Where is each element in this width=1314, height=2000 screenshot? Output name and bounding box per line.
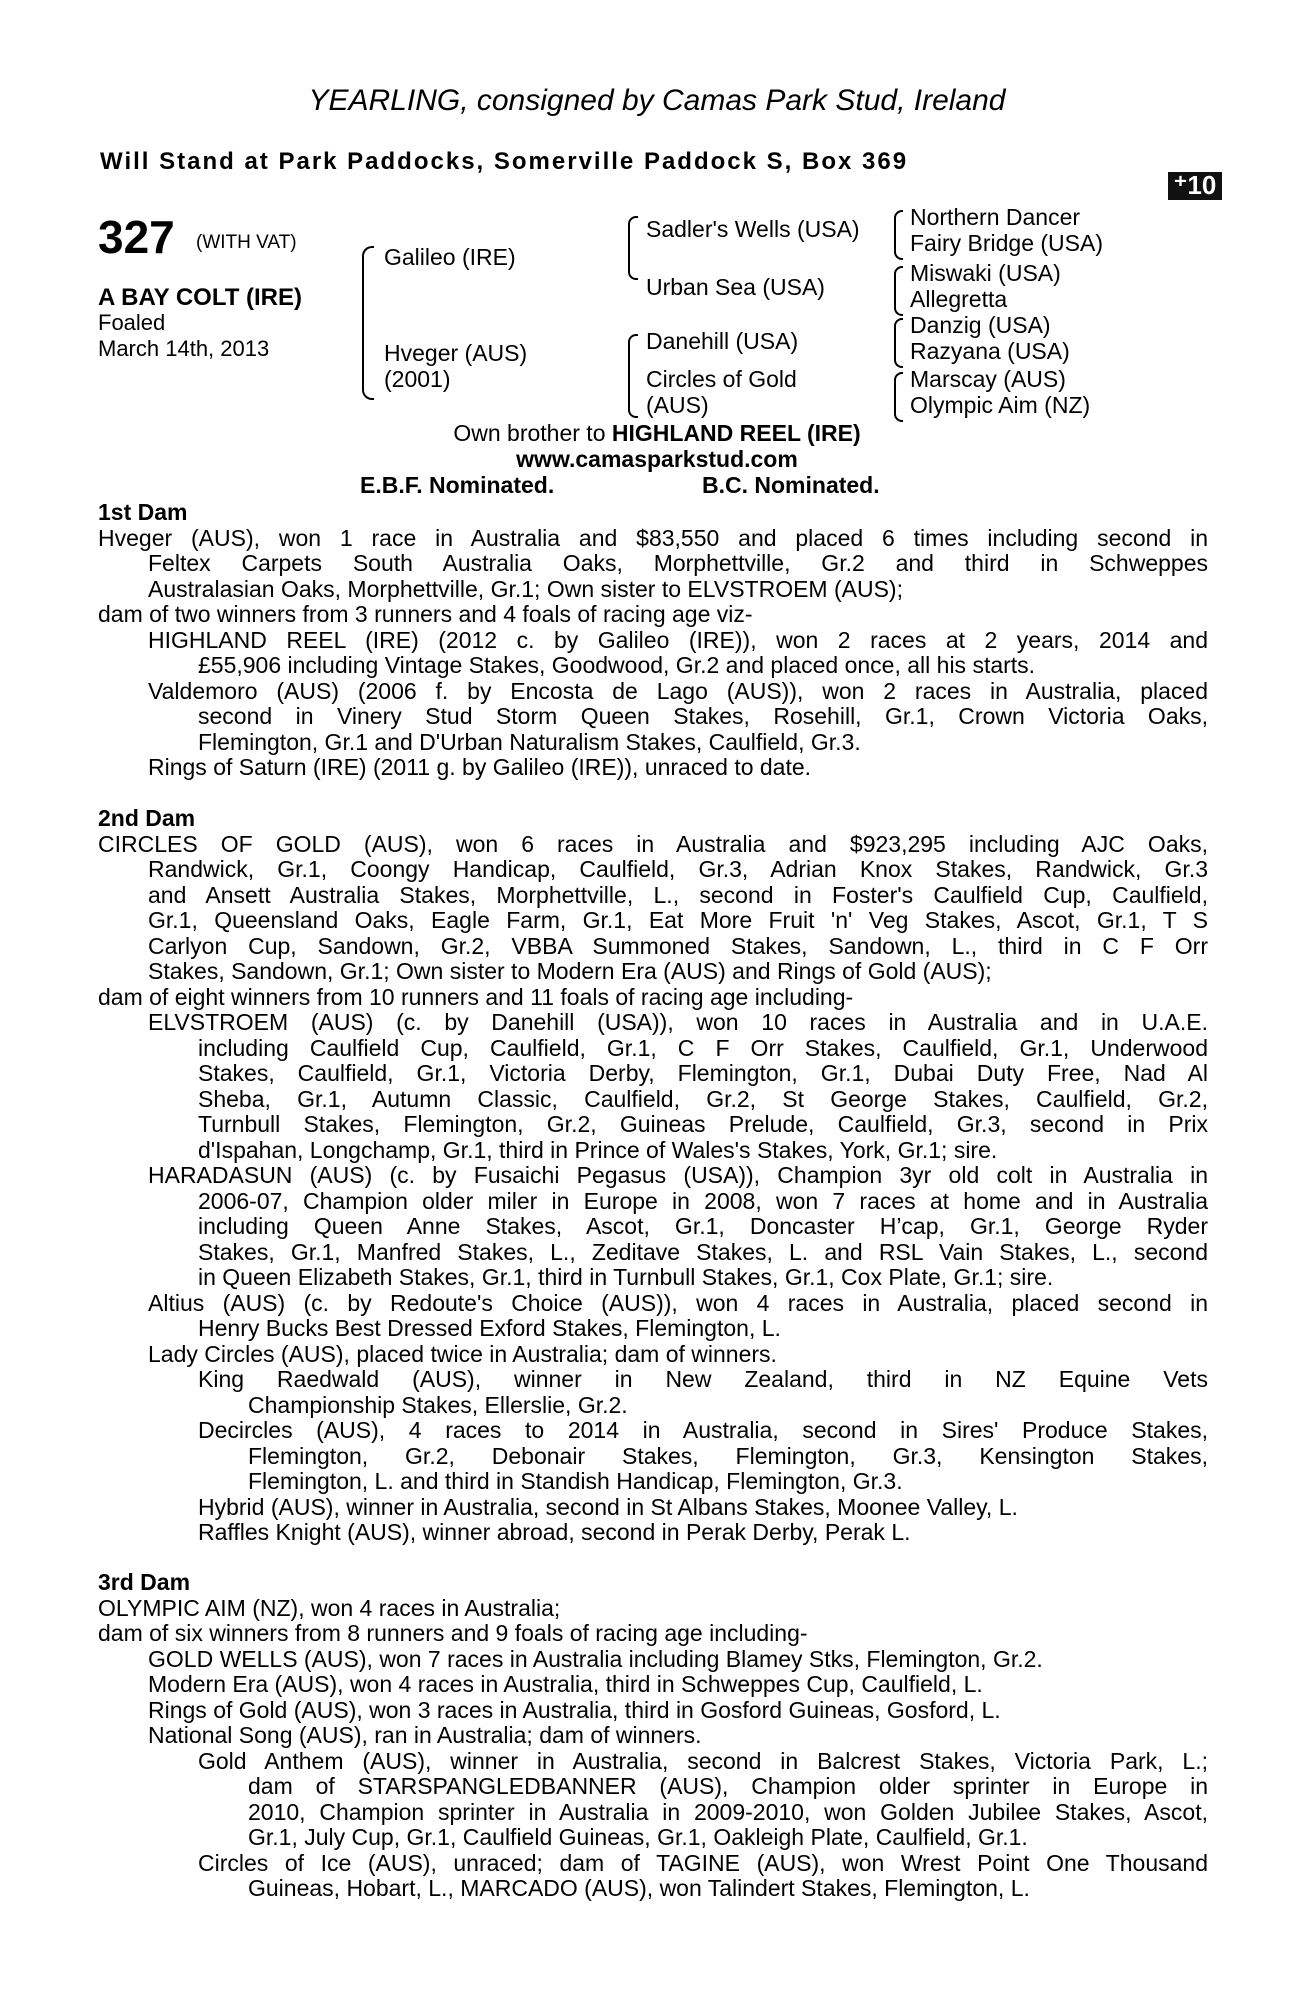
text-line: Championship Stakes, Ellerslie, Gr.2. xyxy=(248,1391,628,1418)
text-line: 2010, Champion sprinter in Australia in 2009-2010, won Golden Jubilee Stakes, Ascot, xyxy=(248,1798,1208,1825)
text-line: King Raedwald (AUS), winner in New Zealand, third in NZ Equine Vets xyxy=(198,1366,1208,1392)
vat-note: (WITH VAT) xyxy=(196,232,297,253)
text-line: Flemington, Gr.2, Debonair Stakes, Flemington, Gr.3, Kensington Stakes, xyxy=(248,1442,1208,1469)
dam-dam-country: (AUS) xyxy=(646,392,709,418)
text-line: second in Vinery Stud Storm Queen Stakes, Rosehill, Gr.1, Crown Victoria Oaks, xyxy=(198,703,1208,729)
text-line: Guineas, Hobart, L., MARCADO (AUS), won Talindert Stakes, Flemington, L. xyxy=(248,1875,1030,1901)
text-line: Gold Anthem (AUS), winner in Australia, second in Balcrest Stakes, Victoria Park, L.; xyxy=(198,1747,1208,1774)
sire: Galileo (IRE) xyxy=(384,244,516,270)
pedigree-brace xyxy=(628,334,638,418)
text-line: Stakes, Gr.1, Manfred Stakes, L., Zeditave Stakes, L. and RSL Vain Stakes, L., second xyxy=(198,1238,1208,1265)
grandsire-8: Olympic Aim (NZ) xyxy=(910,392,1091,418)
text-line: ELVSTROEM (AUS) (c. by Danehill (USA)), won 10 races in Australia and in U.A.E. xyxy=(148,1009,1208,1035)
text-line: GOLD WELLS (AUS), won 7 races in Australia including Blamey Stks, Flemington, Gr.2. xyxy=(148,1645,1043,1672)
ebf-note: E.B.F. Nominated. xyxy=(360,472,555,498)
text-line: dam of STARSPANGLEDBANNER (AUS), Champion older sprinter in Europe in xyxy=(248,1773,1208,1799)
text-line: Rings of Gold (AUS), won 3 races in Australia, third in Gosford Guineas, Gosford, L. xyxy=(148,1696,1001,1723)
lot-badge-label: ⁺10 xyxy=(1173,170,1217,200)
text-line: Modern Era (AUS), won 4 races in Australia, third in Schweppes Cup, Caulfield, L. xyxy=(148,1671,983,1697)
text-line: Hveger (AUS), won 1 race in Australia and $83,550 and placed 6 times including second in xyxy=(98,524,1208,551)
text-line: Henry Bucks Best Dressed Exford Stakes, Flemington, L. xyxy=(198,1315,781,1341)
pedigree-brace xyxy=(628,216,638,280)
text-line: 2006-07, Champion older miler in Europe in 2008, won 7 races at home and in Australia xyxy=(198,1187,1208,1214)
text-line: National Song (AUS), ran in Australia; dam of winners. xyxy=(148,1722,702,1748)
text-line: Australasian Oaks, Morphettville, Gr.1; Own sister to ELVSTROEM (AUS); xyxy=(148,575,903,602)
text-line: d'Ispahan, Longchamp, Gr.1, third in Prince of Wales's Stakes, York, Gr.1; sire. xyxy=(198,1136,998,1163)
text-line: OLYMPIC AIM (NZ), won 4 races in Australia; xyxy=(98,1594,561,1621)
grandsire-7: Marscay (AUS) xyxy=(910,366,1066,392)
text-line: dam of two winners from 3 runners and 4 foals of racing age viz- xyxy=(98,601,753,627)
text-line: Valdemoro (AUS) (2006 f. by Encosta de Lago (AUS)), won 2 races in Australia, placed xyxy=(148,677,1208,704)
stand-location: Will Stand at Park Paddocks, Somerville Paddock S, Box 369 xyxy=(100,148,909,175)
text-line: including Caulfield Cup, Caulfield, Gr.1, C F Orr Stakes, Caulfield, Gr.1, Underwood xyxy=(198,1034,1208,1061)
dam: Hveger (AUS) xyxy=(384,340,528,366)
dam-dam: Circles of Gold xyxy=(646,366,797,392)
pedigree-brace xyxy=(894,318,903,368)
section-heading: 3rd Dam xyxy=(98,1569,191,1595)
foaled-date: March 14th, 2013 xyxy=(98,336,270,361)
text-line: HARADASUN (AUS) (c. by Fusaichi Pegasus (USA)), Champion 3yr old colt in Australia in xyxy=(148,1162,1208,1188)
text-line: Rings of Saturn (IRE) (2011 g. by Galileo (IRE)), unraced to date. xyxy=(148,754,812,780)
text-line: Hybrid (AUS), winner in Australia, second in St Albans Stakes, Moonee Valley, L. xyxy=(198,1493,1018,1520)
section-heading: 2nd Dam xyxy=(98,805,196,831)
consignor-heading: YEARLING, consigned by Camas Park Stud, Ireland xyxy=(308,84,1006,117)
text-line: HIGHLAND REEL (IRE) (2012 c. by Galileo (IRE)), won 2 races at 2 years, 2014 and xyxy=(148,626,1208,653)
text-line: including Queen Anne Stakes, Ascot, Gr.1, Doncaster H’cap, Gr.1, George Ryder xyxy=(198,1213,1208,1239)
first-dam-section xyxy=(98,500,1208,781)
text-line: CIRCLES OF GOLD (AUS), won 6 races in Australia and $923,295 including AJC Oaks, xyxy=(98,830,1208,857)
text-line: Flemington, L. and third in Standish Handicap, Flemington, Gr.3. xyxy=(248,1468,903,1494)
grandsire-6: Razyana (USA) xyxy=(910,338,1070,364)
website: www.camasparkstud.com xyxy=(516,446,798,472)
bc-note: B.C. Nominated. xyxy=(702,472,880,498)
text-line: Gr.1, Queensland Oaks, Eagle Farm, Gr.1, Eat More Fruit 'n' Veg Stakes, Ascot, Gr.1, T S xyxy=(148,907,1208,933)
text-line: Turnbull Stakes, Flemington, Gr.2, Guineas Prelude, Caulfield, Gr.3, second in Prix xyxy=(198,1111,1208,1137)
text-line: and Ansett Australia Stakes, Morphettville, L., second in Foster's Caulfield Cup, Caulfield, xyxy=(148,881,1208,908)
lot-number: 327 xyxy=(98,211,175,263)
text-line: Randwick, Gr.1, Coongy Handicap, Caulfield, Gr.3, Adrian Knox Stakes, Randwick, Gr.3 xyxy=(148,856,1208,882)
text-line: Stakes, Caulfield, Gr.1, Victoria Derby, Flemington, Gr.1, Dubai Duty Free, Nad Al xyxy=(198,1060,1208,1086)
text-line: Gr.1, July Cup, Gr.1, Caulfield Guineas, Gr.1, Oakleigh Plate, Caulfield, Gr.1. xyxy=(248,1824,1028,1850)
text-line: Altius (AUS) (c. by Redoute's Choice (AUS)), won 4 races in Australia, placed second in xyxy=(148,1289,1208,1316)
text-line: Stakes, Sandown, Gr.1; Own sister to Modern Era (AUS) and Rings of Gold (AUS); xyxy=(148,958,992,984)
grandsire-1: Northern Dancer xyxy=(910,204,1081,230)
brother-note: Own brother to HIGHLAND REEL (IRE) xyxy=(453,420,861,446)
grandsire-3: Miswaki (USA) xyxy=(910,260,1061,286)
text-line: Decircles (AUS), 4 races to 2014 in Australia, second in Sires' Produce Stakes, xyxy=(198,1417,1208,1443)
second-dam-section xyxy=(98,806,1208,1546)
sire-dam: Urban Sea (USA) xyxy=(646,274,825,300)
text-line: Circles of Ice (AUS), unraced; dam of TAGINE (AUS), won Wrest Point One Thousand xyxy=(198,1849,1208,1876)
text-line: in Queen Elizabeth Stakes, Gr.1, third in Turnbull Stakes, Gr.1, Cox Plate, Gr.1; sire. xyxy=(198,1264,1054,1290)
text-line: Raffles Knight (AUS), winner abroad, second in Perak Derby, Perak L. xyxy=(198,1519,911,1545)
sire-sire: Sadler's Wells (USA) xyxy=(646,216,860,242)
text-line: dam of six winners from 8 runners and 9 foals of racing age including- xyxy=(98,1620,808,1646)
text-line: £55,906 including Vintage Stakes, Goodwood, Gr.2 and placed once, all his starts. xyxy=(198,652,1036,678)
foaled-label: Foaled xyxy=(98,310,166,335)
text-line: Lady Circles (AUS), placed twice in Australia; dam of winners. xyxy=(148,1340,777,1367)
third-dam-section xyxy=(98,1570,1208,1902)
grandsire-5: Danzig (USA) xyxy=(910,312,1051,338)
section-heading: 1st Dam xyxy=(98,499,188,525)
dam-year: (2001) xyxy=(384,366,451,392)
text-line: Sheba, Gr.1, Autumn Classic, Caulfield, Gr.2, St George Stakes, Caulfield, Gr.2, xyxy=(198,1085,1208,1112)
pedigree-brace xyxy=(894,266,903,316)
horse-name: A BAY COLT (IRE) xyxy=(98,284,303,311)
grandsire-2: Fairy Bridge (USA) xyxy=(910,230,1103,256)
dam-sire: Danehill (USA) xyxy=(646,328,799,354)
pedigree-brace xyxy=(894,372,903,422)
pedigree-brace xyxy=(894,210,903,260)
text-line: Feltex Carpets South Australia Oaks, Morphettville, Gr.2 and third in Schweppes xyxy=(148,550,1208,576)
text-line: Flemington, Gr.1 and D'Urban Naturalism Stakes, Caulfield, Gr.3. xyxy=(198,728,861,755)
text-line: dam of eight winners from 10 runners and 11 foals of racing age including- xyxy=(98,983,854,1010)
text-line: Carlyon Cup, Sandown, Gr.2, VBBA Summoned Stakes, Sandown, L., third in C F Orr xyxy=(148,932,1208,959)
grandsire-4: Allegretta xyxy=(910,286,1008,312)
pedigree-brace xyxy=(362,246,374,400)
